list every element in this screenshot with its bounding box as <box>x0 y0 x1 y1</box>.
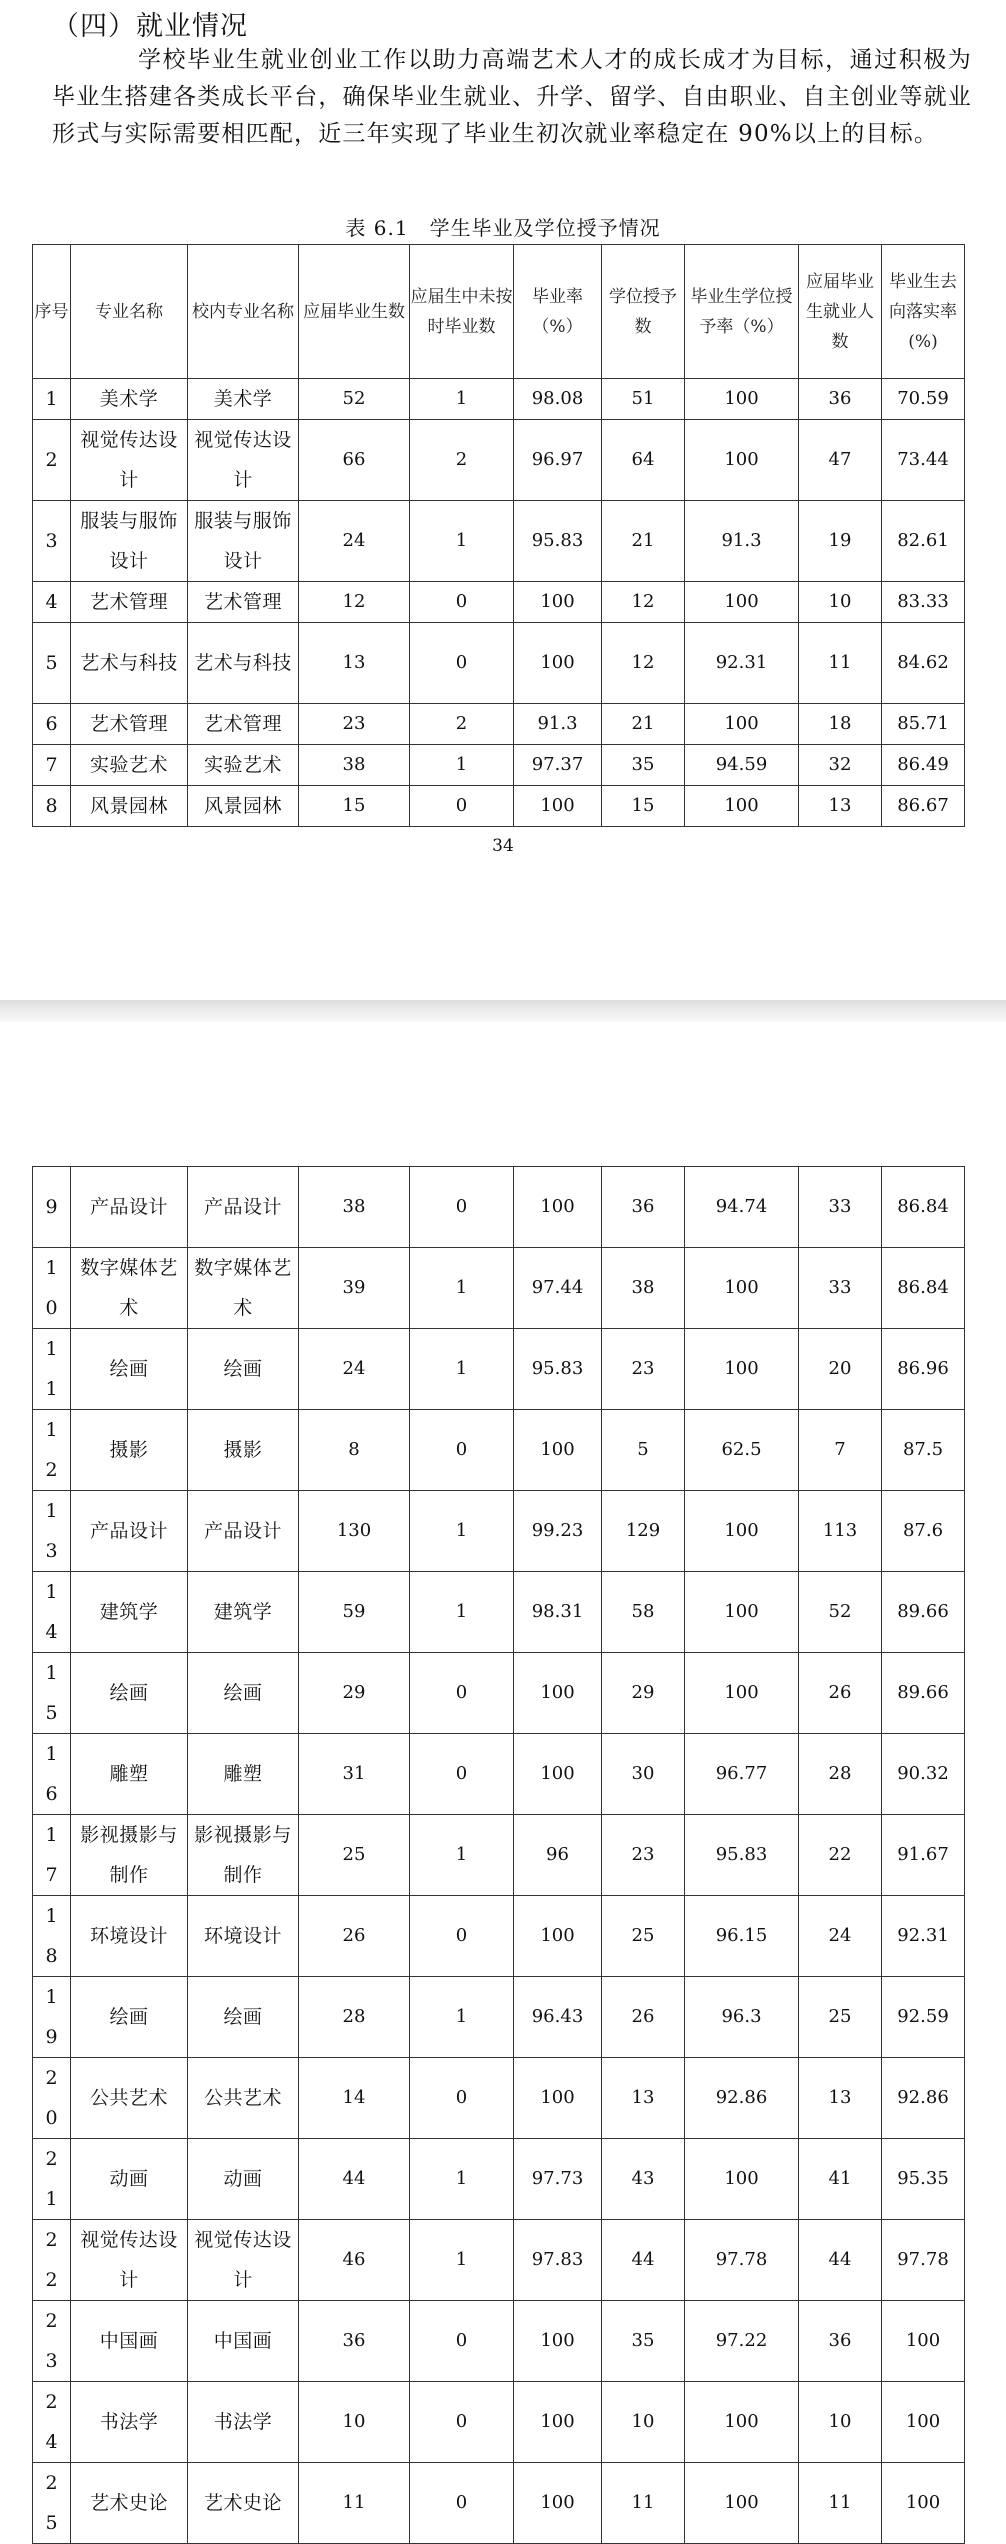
value-cell: 86.96 <box>882 1329 965 1410</box>
major-name-cell: 实验艺术 <box>71 745 188 786</box>
row-index: 12 <box>33 1410 71 1491</box>
row-index: 15 <box>33 1653 71 1734</box>
table-row <box>33 1167 965 1248</box>
major-name-cell: 视觉传达设计 <box>71 420 188 501</box>
major-name-cell: 动画 <box>71 2139 188 2220</box>
major-name-cell: 艺术与科技 <box>188 623 299 704</box>
value-cell: 11 <box>602 2463 685 2544</box>
value-cell: 11 <box>799 2463 882 2544</box>
major-name-cell: 影视摄影与制作 <box>71 1815 188 1896</box>
table-row <box>33 1491 965 1572</box>
value-cell: 87.5 <box>882 1410 965 1491</box>
major-name-cell: 服装与服饰设计 <box>71 501 188 582</box>
table-row <box>33 2220 965 2301</box>
value-cell: 12 <box>602 623 685 704</box>
table-row <box>33 2463 965 2544</box>
value-cell: 26 <box>799 1653 882 1734</box>
value-cell: 1 <box>410 1491 514 1572</box>
value-cell: 0 <box>410 1896 514 1977</box>
value-cell: 12 <box>299 582 410 623</box>
value-cell: 28 <box>299 1977 410 2058</box>
value-cell: 24 <box>299 501 410 582</box>
table-row <box>33 501 965 582</box>
value-cell: 96.97 <box>514 420 602 501</box>
value-cell: 15 <box>299 786 410 827</box>
value-cell: 1 <box>410 1572 514 1653</box>
value-cell: 0 <box>410 1167 514 1248</box>
value-cell: 100 <box>685 1248 799 1329</box>
major-name-cell: 中国画 <box>188 2301 299 2382</box>
major-name-cell: 数字媒体艺术 <box>188 1248 299 1329</box>
value-cell: 26 <box>299 1896 410 1977</box>
row-index: 8 <box>33 786 71 827</box>
value-cell: 83.33 <box>882 582 965 623</box>
value-cell: 100 <box>685 704 799 745</box>
value-cell: 96.3 <box>685 1977 799 2058</box>
value-cell: 1 <box>410 1977 514 2058</box>
major-name-cell: 美术学 <box>71 379 188 420</box>
value-cell: 23 <box>602 1329 685 1410</box>
value-cell: 0 <box>410 786 514 827</box>
value-cell: 1 <box>410 501 514 582</box>
table-row <box>33 1653 965 1734</box>
row-index: 5 <box>33 623 71 704</box>
value-cell: 90.32 <box>882 1734 965 1815</box>
major-name-cell: 书法学 <box>71 2382 188 2463</box>
table-row <box>33 1815 965 1896</box>
table-caption: 表 6.1 学生毕业及学位授予情况 <box>345 216 661 240</box>
value-cell: 21 <box>602 704 685 745</box>
value-cell: 86.84 <box>882 1167 965 1248</box>
value-cell: 13 <box>799 2058 882 2139</box>
value-cell: 28 <box>799 1734 882 1815</box>
value-cell: 96.43 <box>514 1977 602 2058</box>
value-cell: 86.49 <box>882 745 965 786</box>
value-cell: 1 <box>410 2220 514 2301</box>
value-cell: 18 <box>799 704 882 745</box>
row-index: 9 <box>33 1167 71 1248</box>
value-cell: 0 <box>410 1653 514 1734</box>
value-cell: 0 <box>410 1410 514 1491</box>
value-cell: 32 <box>799 745 882 786</box>
row-index: 3 <box>33 501 71 582</box>
table-row <box>33 379 965 420</box>
value-cell: 96.77 <box>685 1734 799 1815</box>
value-cell: 36 <box>299 2301 410 2382</box>
major-name-cell: 建筑学 <box>71 1572 188 1653</box>
major-name-cell: 艺术与科技 <box>71 623 188 704</box>
value-cell: 100 <box>514 1410 602 1491</box>
major-name-cell: 摄影 <box>71 1410 188 1491</box>
major-name-cell: 绘画 <box>188 1977 299 2058</box>
value-cell: 24 <box>299 1329 410 1410</box>
major-name-cell: 绘画 <box>71 1977 188 2058</box>
value-cell: 100 <box>514 2058 602 2139</box>
graduation-table-part-2 <box>32 1166 965 2544</box>
major-name-cell: 绘画 <box>71 1653 188 1734</box>
value-cell: 100 <box>514 2301 602 2382</box>
value-cell: 47 <box>799 420 882 501</box>
major-name-cell: 绘画 <box>188 1653 299 1734</box>
major-name-cell: 产品设计 <box>71 1491 188 1572</box>
row-index: 1 <box>33 379 71 420</box>
major-name-cell: 书法学 <box>188 2382 299 2463</box>
major-name-cell: 环境设计 <box>71 1896 188 1977</box>
value-cell: 35 <box>602 2301 685 2382</box>
row-index: 24 <box>33 2382 71 2463</box>
value-cell: 100 <box>882 2301 965 2382</box>
value-cell: 25 <box>299 1815 410 1896</box>
major-name-cell: 数字媒体艺术 <box>71 1248 188 1329</box>
value-cell: 97.78 <box>882 2220 965 2301</box>
value-cell: 12 <box>602 582 685 623</box>
major-name-cell: 艺术管理 <box>71 704 188 745</box>
value-cell: 10 <box>799 582 882 623</box>
major-name-cell: 服装与服饰设计 <box>188 501 299 582</box>
table-row <box>33 420 965 501</box>
value-cell: 0 <box>410 2463 514 2544</box>
value-cell: 38 <box>299 1167 410 1248</box>
major-name-cell: 环境设计 <box>188 1896 299 1977</box>
major-name-cell: 中国画 <box>71 2301 188 2382</box>
value-cell: 62.5 <box>685 1410 799 1491</box>
value-cell: 100 <box>514 623 602 704</box>
major-name-cell: 艺术史论 <box>188 2463 299 2544</box>
value-cell: 36 <box>602 1167 685 1248</box>
value-cell: 70.59 <box>882 379 965 420</box>
value-cell: 10 <box>299 2382 410 2463</box>
value-cell: 23 <box>602 1815 685 1896</box>
value-cell: 91.67 <box>882 1815 965 1896</box>
value-cell: 35 <box>602 745 685 786</box>
value-cell: 44 <box>299 2139 410 2220</box>
value-cell: 36 <box>799 379 882 420</box>
major-name-cell: 雕塑 <box>188 1734 299 1815</box>
value-cell: 13 <box>602 2058 685 2139</box>
col-header: 毕业率（%） <box>514 245 602 379</box>
value-cell: 100 <box>514 2382 602 2463</box>
value-cell: 7 <box>799 1410 882 1491</box>
value-cell: 89.66 <box>882 1653 965 1734</box>
value-cell: 100 <box>685 582 799 623</box>
major-name-cell: 实验艺术 <box>188 745 299 786</box>
value-cell: 100 <box>685 1653 799 1734</box>
value-cell: 84.62 <box>882 623 965 704</box>
value-cell: 100 <box>514 1896 602 1977</box>
value-cell: 98.08 <box>514 379 602 420</box>
col-header: 应届毕业生就业人数 <box>799 245 882 379</box>
value-cell: 30 <box>602 1734 685 1815</box>
value-cell: 91.3 <box>514 704 602 745</box>
value-cell: 86.67 <box>882 786 965 827</box>
col-header: 序号 <box>33 245 71 379</box>
major-name-cell: 摄影 <box>188 1410 299 1491</box>
value-cell: 33 <box>799 1248 882 1329</box>
row-index: 18 <box>33 1896 71 1977</box>
value-cell: 44 <box>602 2220 685 2301</box>
row-index: 11 <box>33 1329 71 1410</box>
value-cell: 29 <box>602 1653 685 1734</box>
value-cell: 11 <box>299 2463 410 2544</box>
value-cell: 25 <box>602 1896 685 1977</box>
value-cell: 86.84 <box>882 1248 965 1329</box>
value-cell: 95.83 <box>514 1329 602 1410</box>
major-name-cell: 艺术史论 <box>71 2463 188 2544</box>
value-cell: 113 <box>799 1491 882 1572</box>
value-cell: 97.83 <box>514 2220 602 2301</box>
value-cell: 100 <box>514 582 602 623</box>
table-row <box>33 1977 965 2058</box>
value-cell: 100 <box>685 786 799 827</box>
row-index: 2 <box>33 420 71 501</box>
major-name-cell: 美术学 <box>188 379 299 420</box>
value-cell: 94.59 <box>685 745 799 786</box>
value-cell: 59 <box>299 1572 410 1653</box>
major-name-cell: 艺术管理 <box>188 582 299 623</box>
value-cell: 96.15 <box>685 1896 799 1977</box>
value-cell: 100 <box>514 2463 602 2544</box>
major-name-cell: 视觉传达设计 <box>188 2220 299 2301</box>
value-cell: 10 <box>602 2382 685 2463</box>
major-name-cell: 公共艺术 <box>71 2058 188 2139</box>
value-cell: 43 <box>602 2139 685 2220</box>
value-cell: 129 <box>602 1491 685 1572</box>
major-name-cell: 艺术管理 <box>188 704 299 745</box>
value-cell: 100 <box>514 1734 602 1815</box>
document-page-1 <box>0 0 1006 1000</box>
table-row <box>33 2382 965 2463</box>
table-body <box>33 379 965 827</box>
major-name-cell: 产品设计 <box>188 1491 299 1572</box>
value-cell: 97.22 <box>685 2301 799 2382</box>
major-name-cell: 绘画 <box>188 1329 299 1410</box>
value-cell: 1 <box>410 1248 514 1329</box>
value-cell: 92.86 <box>882 2058 965 2139</box>
value-cell: 96 <box>514 1815 602 1896</box>
table-row <box>33 1248 965 1329</box>
major-name-cell: 艺术管理 <box>71 582 188 623</box>
value-cell: 85.71 <box>882 704 965 745</box>
major-name-cell: 产品设计 <box>71 1167 188 1248</box>
value-cell: 1 <box>410 1329 514 1410</box>
major-name-cell: 绘画 <box>71 1329 188 1410</box>
table-row <box>33 1329 965 1410</box>
value-cell: 89.66 <box>882 1572 965 1653</box>
row-index: 6 <box>33 704 71 745</box>
row-index: 20 <box>33 2058 71 2139</box>
value-cell: 31 <box>299 1734 410 1815</box>
value-cell: 99.23 <box>514 1491 602 1572</box>
table-row <box>33 745 965 786</box>
value-cell: 100 <box>685 420 799 501</box>
graduation-table-part-1 <box>32 244 965 827</box>
col-header: 毕业生去向落实率(%) <box>882 245 965 379</box>
major-name-cell: 建筑学 <box>188 1572 299 1653</box>
value-cell: 29 <box>299 1653 410 1734</box>
value-cell: 100 <box>685 2382 799 2463</box>
value-cell: 92.31 <box>882 1896 965 1977</box>
table-row <box>33 704 965 745</box>
value-cell: 46 <box>299 2220 410 2301</box>
value-cell: 38 <box>602 1248 685 1329</box>
value-cell: 100 <box>685 1572 799 1653</box>
row-index: 17 <box>33 1815 71 1896</box>
value-cell: 100 <box>685 1329 799 1410</box>
value-cell: 95.83 <box>685 1815 799 1896</box>
value-cell: 100 <box>514 786 602 827</box>
col-header: 应届毕业生数 <box>299 245 410 379</box>
row-index: 21 <box>33 2139 71 2220</box>
value-cell: 10 <box>799 2382 882 2463</box>
value-cell: 25 <box>799 1977 882 2058</box>
value-cell: 0 <box>410 582 514 623</box>
value-cell: 44 <box>799 2220 882 2301</box>
major-name-cell: 产品设计 <box>188 1167 299 1248</box>
value-cell: 100 <box>685 2139 799 2220</box>
value-cell: 92.86 <box>685 2058 799 2139</box>
value-cell: 0 <box>410 2301 514 2382</box>
value-cell: 51 <box>602 379 685 420</box>
value-cell: 52 <box>299 379 410 420</box>
value-cell: 100 <box>685 379 799 420</box>
value-cell: 26 <box>602 1977 685 2058</box>
value-cell: 13 <box>299 623 410 704</box>
value-cell: 5 <box>602 1410 685 1491</box>
value-cell: 20 <box>799 1329 882 1410</box>
value-cell: 24 <box>799 1896 882 1977</box>
section-heading: （四）就业情况 <box>52 11 248 42</box>
row-index: 25 <box>33 2463 71 2544</box>
row-index: 14 <box>33 1572 71 1653</box>
value-cell: 97.73 <box>514 2139 602 2220</box>
value-cell: 0 <box>410 1734 514 1815</box>
value-cell: 100 <box>685 2463 799 2544</box>
col-header: 专业名称 <box>71 245 188 379</box>
value-cell: 92.31 <box>685 623 799 704</box>
value-cell: 0 <box>410 2382 514 2463</box>
value-cell: 95.83 <box>514 501 602 582</box>
page-separator <box>0 1000 1006 1022</box>
value-cell: 98.31 <box>514 1572 602 1653</box>
value-cell: 2 <box>410 704 514 745</box>
major-name-cell: 视觉传达设计 <box>71 2220 188 2301</box>
value-cell: 58 <box>602 1572 685 1653</box>
value-cell: 130 <box>299 1491 410 1572</box>
col-header: 校内专业名称 <box>188 245 299 379</box>
col-header: 毕业生学位授予率（%） <box>685 245 799 379</box>
value-cell: 92.59 <box>882 1977 965 2058</box>
row-index: 4 <box>33 582 71 623</box>
value-cell: 11 <box>799 623 882 704</box>
col-header: 学位授予数 <box>602 245 685 379</box>
value-cell: 100 <box>514 1167 602 1248</box>
value-cell: 100 <box>514 1653 602 1734</box>
col-header: 应届生中未按时毕业数 <box>410 245 514 379</box>
table-body <box>33 1167 965 2544</box>
table-row <box>33 1896 965 1977</box>
value-cell: 1 <box>410 745 514 786</box>
row-index: 10 <box>33 1248 71 1329</box>
value-cell: 73.44 <box>882 420 965 501</box>
row-index: 19 <box>33 1977 71 2058</box>
value-cell: 1 <box>410 379 514 420</box>
value-cell: 100 <box>685 1491 799 1572</box>
value-cell: 100 <box>882 2463 965 2544</box>
row-index: 13 <box>33 1491 71 1572</box>
value-cell: 66 <box>299 420 410 501</box>
table-row <box>33 1410 965 1491</box>
value-cell: 97.78 <box>685 2220 799 2301</box>
table-row <box>33 1572 965 1653</box>
value-cell: 23 <box>299 704 410 745</box>
value-cell: 64 <box>602 420 685 501</box>
major-name-cell: 雕塑 <box>71 1734 188 1815</box>
value-cell: 21 <box>602 501 685 582</box>
value-cell: 91.3 <box>685 501 799 582</box>
row-index: 7 <box>33 745 71 786</box>
body-paragraph: 学校毕业生就业创业工作以助力高端艺术人才的成长成才为目标，通过积极为毕业生搭建各类成长平台，确保毕业生就业、升学、留学、自由职业、自主创业等就业形式与实际需要相匹配，近三年实现了毕业生初次就业率稳定在 90%以上的目标。 <box>52 47 972 147</box>
value-cell: 95.35 <box>882 2139 965 2220</box>
value-cell: 94.74 <box>685 1167 799 1248</box>
major-name-cell: 风景园林 <box>188 786 299 827</box>
table-row <box>33 2301 965 2382</box>
value-cell: 2 <box>410 420 514 501</box>
value-cell: 41 <box>799 2139 882 2220</box>
table-row <box>33 2058 965 2139</box>
row-index: 23 <box>33 2301 71 2382</box>
value-cell: 19 <box>799 501 882 582</box>
major-name-cell: 影视摄影与制作 <box>188 1815 299 1896</box>
value-cell: 38 <box>299 745 410 786</box>
row-index: 16 <box>33 1734 71 1815</box>
table-row <box>33 2139 965 2220</box>
value-cell: 8 <box>299 1410 410 1491</box>
value-cell: 52 <box>799 1572 882 1653</box>
value-cell: 39 <box>299 1248 410 1329</box>
row-index: 22 <box>33 2220 71 2301</box>
table-row <box>33 1734 965 1815</box>
value-cell: 33 <box>799 1167 882 1248</box>
value-cell: 36 <box>799 2301 882 2382</box>
value-cell: 1 <box>410 2139 514 2220</box>
value-cell: 0 <box>410 2058 514 2139</box>
value-cell: 97.37 <box>514 745 602 786</box>
table-row <box>33 582 965 623</box>
major-name-cell: 动画 <box>188 2139 299 2220</box>
table-header-row <box>33 245 965 379</box>
major-name-cell: 视觉传达设计 <box>188 420 299 501</box>
value-cell: 97.44 <box>514 1248 602 1329</box>
value-cell: 0 <box>410 623 514 704</box>
value-cell: 82.61 <box>882 501 965 582</box>
major-name-cell: 风景园林 <box>71 786 188 827</box>
value-cell: 1 <box>410 1815 514 1896</box>
table-row <box>33 786 965 827</box>
value-cell: 15 <box>602 786 685 827</box>
major-name-cell: 公共艺术 <box>188 2058 299 2139</box>
table-row <box>33 623 965 704</box>
value-cell: 22 <box>799 1815 882 1896</box>
value-cell: 100 <box>882 2382 965 2463</box>
value-cell: 13 <box>799 786 882 827</box>
value-cell: 87.6 <box>882 1491 965 1572</box>
page-number: 34 <box>492 836 514 856</box>
value-cell: 14 <box>299 2058 410 2139</box>
